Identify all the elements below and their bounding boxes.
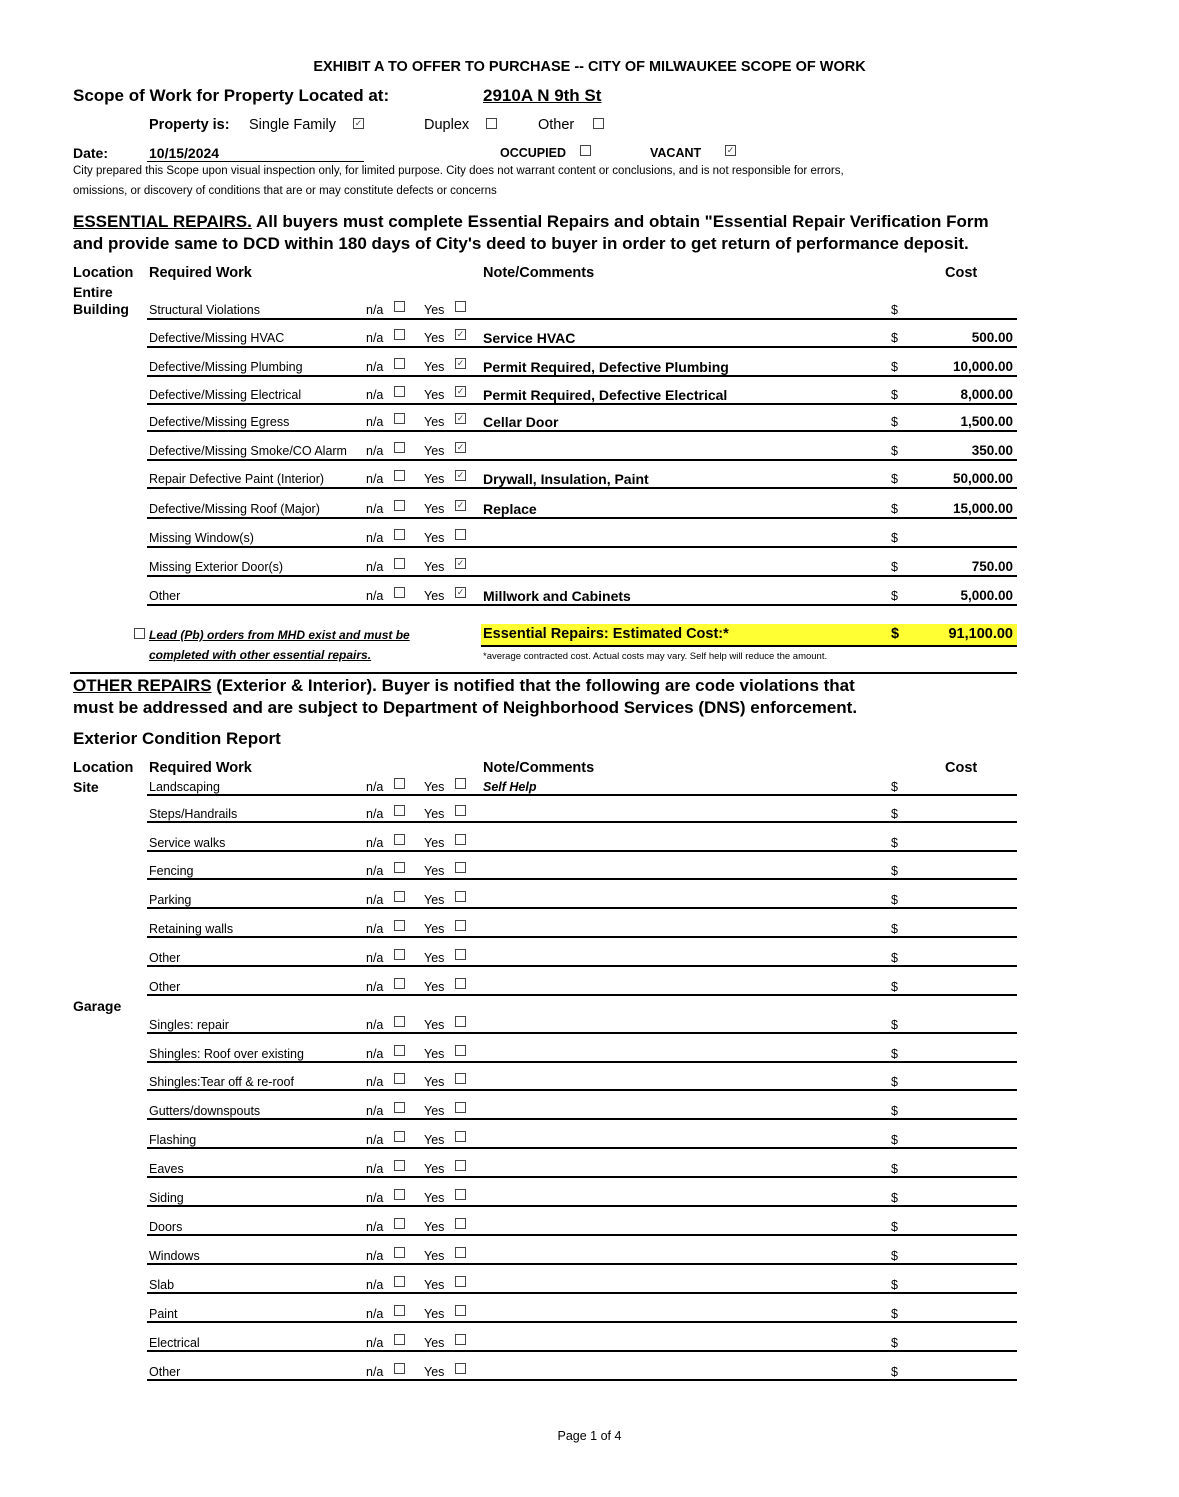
na-checkbox[interactable] <box>394 358 405 369</box>
table-row-line <box>147 403 1017 405</box>
cost-dollar: $ <box>891 1249 898 1263</box>
col-location: Location <box>73 265 134 281</box>
na-checkbox[interactable] <box>394 1131 405 1142</box>
lead-note-line2: completed with other essential repairs. <box>149 648 372 662</box>
na-checkbox[interactable] <box>394 920 405 931</box>
yes-checkbox[interactable] <box>455 1334 466 1345</box>
cost-dollar: $ <box>891 560 898 574</box>
na-label: n/a <box>366 980 384 994</box>
required-work-label: Other <box>149 1365 181 1379</box>
cost-dollar: $ <box>891 864 898 878</box>
yes-checkbox[interactable] <box>455 1160 466 1171</box>
document-title: EXHIBIT A TO OFFER TO PURCHASE -- CITY OF MILWAUKEE SCOPE OF WORK <box>313 59 866 75</box>
yes-label: Yes <box>424 1047 445 1061</box>
yes-checkbox[interactable]: ✓ <box>456 329 465 339</box>
ext-col-location: Location <box>73 760 134 776</box>
note-text: Permit Required, Defective Electrical <box>483 387 728 403</box>
occupied-label: OCCUPIED <box>500 146 566 160</box>
table-row-line <box>147 1292 1017 1294</box>
date-label: Date: <box>73 145 109 161</box>
yes-checkbox[interactable] <box>455 949 466 960</box>
table-row-line <box>147 907 1017 909</box>
na-checkbox[interactable] <box>394 558 405 569</box>
na-checkbox[interactable] <box>394 1218 405 1229</box>
table-row-line <box>147 604 1017 606</box>
other-heading-text: (Exterior & Interior). Buyer is notified that the following are code violations that <box>211 676 855 695</box>
table-row-line <box>147 1147 1017 1149</box>
required-work-label: Other <box>149 589 181 603</box>
na-label: n/a <box>366 1307 384 1321</box>
na-checkbox[interactable] <box>394 470 405 481</box>
required-work-label: Other <box>149 980 181 994</box>
required-work-label: Defective/Missing Roof (Major) <box>149 502 320 516</box>
yes-checkbox[interactable]: ✓ <box>456 587 465 597</box>
required-work-label: Parking <box>149 893 192 907</box>
yes-checkbox[interactable]: ✓ <box>456 386 465 396</box>
yes-label: Yes <box>424 1075 445 1089</box>
na-checkbox[interactable] <box>394 891 405 902</box>
na-label: n/a <box>366 780 384 794</box>
yes-label: Yes <box>424 1365 445 1379</box>
na-checkbox[interactable] <box>394 1305 405 1316</box>
yes-checkbox[interactable]: ✓ <box>456 558 465 568</box>
property-address: 2910A N 9th St <box>483 86 602 105</box>
table-row-line <box>147 1263 1017 1265</box>
other-heading-line2: must be addressed and are subject to Department of Neighborhood Services (DNS) enforcement. <box>73 698 858 717</box>
ext-col-notes: Note/Comments <box>483 760 595 776</box>
garage-label: Garage <box>73 998 122 1014</box>
vacant-label: VACANT <box>650 146 702 160</box>
yes-label: Yes <box>424 560 445 574</box>
table-row-line <box>147 430 1017 432</box>
yes-label: Yes <box>424 1133 445 1147</box>
cost-value: 8,000.00 <box>960 387 1013 402</box>
na-label: n/a <box>366 807 384 821</box>
na-label: n/a <box>366 1133 384 1147</box>
required-work-label: Other <box>149 951 181 965</box>
table-row-line <box>147 1032 1017 1034</box>
required-work-label: Siding <box>149 1191 184 1205</box>
location-entire: Entire <box>73 284 113 300</box>
section-divider <box>70 672 1017 674</box>
na-label: n/a <box>366 560 384 574</box>
na-label: n/a <box>366 1162 384 1176</box>
yes-label: Yes <box>424 1104 445 1118</box>
required-work-label: Paint <box>149 1307 178 1321</box>
na-checkbox[interactable] <box>394 1189 405 1200</box>
required-work-label: Steps/Handrails <box>149 807 238 821</box>
note-text: Millwork and Cabinets <box>483 588 631 604</box>
required-work-label: Singles: repair <box>149 1018 229 1032</box>
cost-dollar: $ <box>891 1365 898 1379</box>
cost-value: 350.00 <box>971 443 1013 458</box>
exterior-title: Exterior Condition Report <box>73 729 281 748</box>
cost-dollar: $ <box>891 589 898 603</box>
na-checkbox[interactable] <box>394 1247 405 1258</box>
yes-checkbox[interactable] <box>455 1045 466 1056</box>
col-required-work: Required Work <box>149 265 252 281</box>
required-work-label: Missing Exterior Door(s) <box>149 560 284 574</box>
na-checkbox[interactable] <box>394 949 405 960</box>
yes-checkbox[interactable] <box>455 920 466 931</box>
table-row-line <box>147 346 1017 348</box>
note-text: Drywall, Insulation, Paint <box>483 471 649 487</box>
yes-label: Yes <box>424 472 445 486</box>
cost-dollar: $ <box>891 1336 898 1350</box>
na-checkbox[interactable] <box>394 1334 405 1345</box>
na-label: n/a <box>366 1047 384 1061</box>
yes-checkbox[interactable] <box>455 805 466 816</box>
table-row-line <box>147 878 1017 880</box>
note-text: Replace <box>483 501 537 517</box>
yes-checkbox[interactable] <box>455 1102 466 1113</box>
table-row-line <box>147 965 1017 967</box>
na-checkbox[interactable] <box>394 587 405 598</box>
required-work-label: Landscaping <box>149 780 220 794</box>
table-row-line <box>147 1234 1017 1236</box>
yes-label: Yes <box>424 836 445 850</box>
yes-checkbox[interactable] <box>455 1189 466 1200</box>
table-row-line <box>147 994 1017 996</box>
cost-dollar: $ <box>891 980 898 994</box>
yes-label: Yes <box>424 980 445 994</box>
na-checkbox[interactable] <box>394 1073 405 1084</box>
na-label: n/a <box>366 1075 384 1089</box>
cost-dollar: $ <box>891 951 898 965</box>
na-label: n/a <box>366 360 384 374</box>
table-row-line <box>147 575 1017 577</box>
na-label: n/a <box>366 1278 384 1292</box>
table-row-line <box>147 821 1017 823</box>
cost-value: 500.00 <box>971 330 1013 345</box>
cost-value: 10,000.00 <box>952 359 1013 374</box>
yes-label: Yes <box>424 1249 445 1263</box>
required-work-label: Shingles:Tear off & re-roof <box>149 1075 294 1089</box>
yes-checkbox[interactable]: ✓ <box>456 442 465 452</box>
vacant-checkbox[interactable]: ✓ <box>726 145 735 155</box>
na-checkbox[interactable] <box>394 413 405 424</box>
yes-label: Yes <box>424 1191 445 1205</box>
table-row-line <box>147 1061 1017 1063</box>
estimated-cost-footnote: *average contracted cost. Actual costs may vary. Self help will reduce the amount. <box>483 651 828 662</box>
occupied-checkbox[interactable] <box>580 145 591 156</box>
na-checkbox[interactable] <box>394 301 405 312</box>
na-label: n/a <box>366 1018 384 1032</box>
table-row-line <box>147 375 1017 377</box>
page-number: Page 1 of 4 <box>557 1429 622 1443</box>
cost-dollar: $ <box>891 780 898 794</box>
table-row-line <box>147 1089 1017 1091</box>
yes-label: Yes <box>424 1220 445 1234</box>
date-underline <box>147 161 364 162</box>
na-label: n/a <box>366 1104 384 1118</box>
yes-checkbox[interactable] <box>455 862 466 873</box>
required-work-label: Defective/Missing Smoke/CO Alarm <box>149 444 347 458</box>
yes-checkbox[interactable]: ✓ <box>456 470 465 480</box>
required-work-label: Flashing <box>149 1133 197 1147</box>
cost-value: 50,000.00 <box>952 471 1013 486</box>
yes-checkbox[interactable]: ✓ <box>456 413 465 423</box>
cost-dollar: $ <box>891 472 898 486</box>
yes-checkbox[interactable] <box>455 1363 466 1374</box>
property-is-label: Property is: <box>149 117 230 133</box>
required-work-label: Doors <box>149 1220 183 1234</box>
yes-label: Yes <box>424 331 445 345</box>
na-label: n/a <box>366 922 384 936</box>
note-text: Self Help <box>483 780 537 794</box>
table-row-line <box>147 318 1017 320</box>
cost-dollar: $ <box>891 922 898 936</box>
yes-label: Yes <box>424 1336 445 1350</box>
essential-heading-text: All buyers must complete Essential Repairs and obtain "Essential Repair Verification Form <box>251 212 989 231</box>
disclaimer-line-1: City prepared this Scope upon visual inspection only, for limited purpose. City does not warrant content or conclusions, and is not responsible for errors, <box>73 165 844 177</box>
required-work-label: Defective/Missing Electrical <box>149 388 302 402</box>
required-work-label: Gutters/downspouts <box>149 1104 261 1118</box>
yes-label: Yes <box>424 922 445 936</box>
yes-checkbox[interactable] <box>455 834 466 845</box>
yes-label: Yes <box>424 415 445 429</box>
table-row-line <box>147 546 1017 548</box>
na-checkbox[interactable] <box>394 386 405 397</box>
cost-dollar: $ <box>891 303 898 317</box>
na-label: n/a <box>366 1336 384 1350</box>
cost-value: 1,500.00 <box>960 414 1013 429</box>
note-text: Permit Required, Defective Plumbing <box>483 359 729 375</box>
cost-dollar: $ <box>891 531 898 545</box>
property-type-label: Duplex <box>424 117 470 133</box>
table-row-line <box>147 517 1017 519</box>
yes-checkbox[interactable] <box>455 1073 466 1084</box>
required-work-label: Shingles: Roof over existing <box>149 1047 304 1061</box>
date-value: 10/15/2024 <box>149 145 220 161</box>
required-work-label: Defective/Missing Plumbing <box>149 360 303 374</box>
cost-dollar: $ <box>891 1278 898 1292</box>
cost-dollar: $ <box>891 415 898 429</box>
property-type-checkbox[interactable]: ✓ <box>354 118 363 128</box>
na-label: n/a <box>366 1220 384 1234</box>
cost-dollar: $ <box>891 1220 898 1234</box>
property-type-checkbox[interactable] <box>486 118 497 129</box>
table-row-line <box>147 1379 1017 1381</box>
other-heading-title: OTHER REPAIRS <box>73 676 212 695</box>
na-checkbox[interactable] <box>394 1160 405 1171</box>
required-work-label: Retaining walls <box>149 922 234 936</box>
na-checkbox[interactable] <box>394 329 405 340</box>
table-row-line <box>147 1205 1017 1207</box>
table-row-line <box>147 459 1017 461</box>
yes-label: Yes <box>424 360 445 374</box>
required-work-label: Eaves <box>149 1162 184 1176</box>
required-work-label: Repair Defective Paint (Interior) <box>149 472 325 486</box>
yes-checkbox[interactable] <box>455 1276 466 1287</box>
table-row-line <box>147 1321 1017 1323</box>
required-work-label: Structural Violations <box>149 303 260 317</box>
required-work-label: Slab <box>149 1278 175 1292</box>
ext-col-cost: Cost <box>945 760 978 776</box>
yes-label: Yes <box>424 1162 445 1176</box>
na-checkbox[interactable] <box>394 805 405 816</box>
other-heading <box>73 676 855 696</box>
na-checkbox[interactable] <box>394 1102 405 1113</box>
na-checkbox[interactable] <box>394 500 405 511</box>
cost-dollar: $ <box>891 1133 898 1147</box>
required-work-label: Defective/Missing Egress <box>149 415 290 429</box>
table-row-line <box>147 1176 1017 1178</box>
yes-checkbox[interactable] <box>455 1131 466 1142</box>
required-work-label: Missing Window(s) <box>149 531 254 545</box>
site-label: Site <box>73 779 99 795</box>
cost-dollar: $ <box>891 502 898 516</box>
cost-dollar: $ <box>891 1075 898 1089</box>
cost-dollar: $ <box>891 893 898 907</box>
note-text: Service HVAC <box>483 330 576 346</box>
na-checkbox[interactable] <box>394 1045 405 1056</box>
yes-label: Yes <box>424 1278 445 1292</box>
estimated-cost-dollar: $ <box>891 626 900 642</box>
yes-checkbox[interactable]: ✓ <box>456 500 465 510</box>
location-building: Building <box>73 301 129 317</box>
na-checkbox[interactable] <box>394 834 405 845</box>
yes-label: Yes <box>424 444 445 458</box>
table-row-line <box>147 1350 1017 1352</box>
na-label: n/a <box>366 531 384 545</box>
na-label: n/a <box>366 864 384 878</box>
yes-label: Yes <box>424 807 445 821</box>
na-label: n/a <box>366 472 384 486</box>
na-checkbox[interactable] <box>394 862 405 873</box>
yes-checkbox[interactable] <box>455 1305 466 1316</box>
cost-dollar: $ <box>891 1018 898 1032</box>
cost-dollar: $ <box>891 1047 898 1061</box>
yes-label: Yes <box>424 1018 445 1032</box>
yes-label: Yes <box>424 893 445 907</box>
table-row-line <box>147 487 1017 489</box>
lead-note-line1: Lead (Pb) orders from MHD exist and must be <box>149 628 410 642</box>
essential-heading-title: ESSENTIAL REPAIRS. <box>73 212 252 231</box>
essential-heading-line2: and provide same to DCD within 180 days of City's deed to buyer in order to get return of performance deposit. <box>73 234 969 253</box>
lead-checkbox[interactable] <box>134 628 145 639</box>
yes-checkbox[interactable] <box>455 978 466 989</box>
na-label: n/a <box>366 415 384 429</box>
property-type-label: Other <box>538 117 575 133</box>
na-label: n/a <box>366 303 384 317</box>
na-checkbox[interactable] <box>394 529 405 540</box>
cost-dollar: $ <box>891 1162 898 1176</box>
na-label: n/a <box>366 1191 384 1205</box>
yes-label: Yes <box>424 388 445 402</box>
cost-dollar: $ <box>891 1191 898 1205</box>
property-type-checkbox[interactable] <box>593 118 604 129</box>
yes-label: Yes <box>424 780 445 794</box>
required-work-label: Defective/Missing HVAC <box>149 331 285 345</box>
yes-label: Yes <box>424 303 445 317</box>
cost-value: 15,000.00 <box>952 501 1013 516</box>
disclaimer-line-2: omissions, or discovery of conditions that are or may constitute defects or concerns <box>73 185 497 197</box>
na-label: n/a <box>366 1249 384 1263</box>
cost-value: 750.00 <box>971 559 1013 574</box>
yes-checkbox[interactable] <box>455 1218 466 1229</box>
yes-checkbox[interactable]: ✓ <box>456 358 465 368</box>
ext-col-required-work: Required Work <box>149 760 252 776</box>
cost-dollar: $ <box>891 836 898 850</box>
cost-dollar: $ <box>891 1104 898 1118</box>
na-label: n/a <box>366 589 384 603</box>
na-label: n/a <box>366 388 384 402</box>
table-row-line <box>147 936 1017 938</box>
yes-checkbox[interactable] <box>455 778 466 789</box>
cost-dollar: $ <box>891 1307 898 1321</box>
cost-value: 5,000.00 <box>960 588 1013 603</box>
table-row-line <box>147 794 1017 796</box>
yes-checkbox[interactable] <box>455 1016 466 1027</box>
cost-dollar: $ <box>891 331 898 345</box>
na-label: n/a <box>366 331 384 345</box>
col-cost: Cost <box>945 265 978 281</box>
na-checkbox[interactable] <box>394 778 405 789</box>
na-label: n/a <box>366 836 384 850</box>
table-row-line <box>147 850 1017 852</box>
na-checkbox[interactable] <box>394 978 405 989</box>
yes-checkbox[interactable] <box>455 891 466 902</box>
estimated-cost-label: Essential Repairs: Estimated Cost:* <box>483 626 729 642</box>
cost-dollar: $ <box>891 807 898 821</box>
yes-label: Yes <box>424 864 445 878</box>
na-label: n/a <box>366 951 384 965</box>
col-notes: Note/Comments <box>483 265 595 281</box>
yes-checkbox[interactable] <box>455 1247 466 1258</box>
required-work-label: Windows <box>149 1249 200 1263</box>
na-label: n/a <box>366 893 384 907</box>
yes-label: Yes <box>424 531 445 545</box>
cost-dollar: $ <box>891 360 898 374</box>
yes-label: Yes <box>424 1307 445 1321</box>
na-checkbox[interactable] <box>394 1276 405 1287</box>
essential-heading <box>73 212 989 232</box>
na-label: n/a <box>366 444 384 458</box>
na-checkbox[interactable] <box>394 1016 405 1027</box>
na-checkbox[interactable] <box>394 1363 405 1374</box>
required-work-label: Fencing <box>149 864 194 878</box>
required-work-label: Service walks <box>149 836 226 850</box>
na-label: n/a <box>366 502 384 516</box>
required-work-label: Electrical <box>149 1336 200 1350</box>
yes-label: Yes <box>424 502 445 516</box>
estimated-cost-value: 91,100.00 <box>948 626 1013 642</box>
yes-label: Yes <box>424 951 445 965</box>
yes-label: Yes <box>424 589 445 603</box>
property-type-label: Single Family <box>249 117 337 133</box>
cost-dollar: $ <box>891 444 898 458</box>
table-row-line <box>147 1118 1017 1120</box>
na-checkbox[interactable] <box>394 442 405 453</box>
yes-checkbox[interactable] <box>455 301 466 312</box>
cost-dollar: $ <box>891 388 898 402</box>
scope-label: Scope of Work for Property Located at: <box>73 86 390 105</box>
na-label: n/a <box>366 1365 384 1379</box>
yes-checkbox[interactable] <box>455 529 466 540</box>
note-text: Cellar Door <box>483 414 559 430</box>
